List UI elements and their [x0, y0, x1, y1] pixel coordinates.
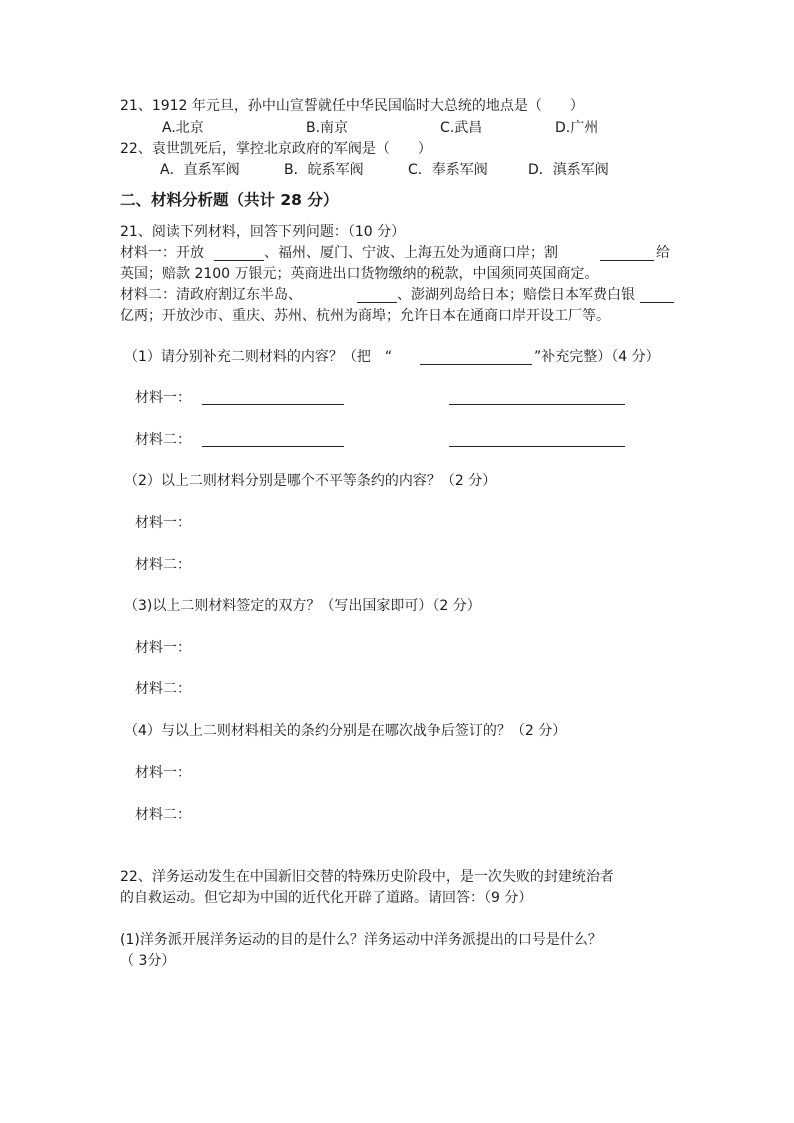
q22-sub-question-1-line2: （ 3分）	[120, 953, 176, 969]
material-q21-intro: 21、阅读下列材料，回答下列问题：（10 分）	[120, 224, 406, 240]
sub1-material-2-label: 材料二：	[135, 432, 191, 448]
sub-question-4: （4）与以上二则材料相关的条约分别是在哪次战争后签订的？（2 分）	[124, 723, 567, 739]
sub3-material-1-label: 材料一：	[135, 640, 191, 656]
sub2-material-1-label: 材料一：	[135, 515, 191, 531]
q22-option-b: B．皖系军阀	[284, 162, 364, 178]
material-1-line1-end: 给	[656, 245, 670, 261]
q22-sub-question-1-line1: (1)洋务派开展洋务运动的目的是什么？洋务运动中洋务派提出的口号是什么？	[120, 932, 602, 948]
sub-question-1-end: ”补充完整）（4 分）	[534, 349, 660, 365]
q22-option-a: A．直系军阀	[160, 162, 240, 178]
q21-stem: 21、1912 年元旦，孙中山宣誓就任中华民国临时大总统的地点是（ ）	[120, 98, 584, 114]
q21-option-a: A.北京	[162, 120, 204, 136]
material-1-line2: 英国；赔款 2100 万银元；英商进出口货物缴纳的税款，中国须同英国商定。	[120, 266, 599, 282]
q21-option-c: C.武昌	[440, 120, 483, 136]
material-q22-intro-line2: 的自救运动。但它却为中国的近代化开辟了道路。请回答：（9 分）	[120, 890, 533, 906]
sub-question-3: （3)以上二则材料签定的双方？（写出国家即可）（2 分）	[124, 598, 481, 614]
q21-option-b: B.南京	[306, 120, 349, 136]
fill-blank-1[interactable]	[214, 260, 264, 261]
q22-stem: 22、袁世凯死后，掌控北京政府的军阀是（ ）	[120, 141, 432, 157]
instruction-blank	[420, 364, 532, 365]
sub4-material-2-label: 材料二：	[135, 807, 191, 823]
material-2-line1-start: 材料二：清政府割辽东半岛、	[120, 287, 302, 303]
material-2-line1-mid: 、澎湖列岛给日本；赔偿日本军费白银	[397, 287, 635, 303]
answer-line-1a[interactable]	[202, 404, 344, 405]
q22-option-c: C．奉系军阀	[408, 162, 488, 178]
answer-line-2b[interactable]	[449, 446, 625, 447]
answer-line-1b[interactable]	[449, 404, 625, 405]
sub2-material-2-label: 材料二：	[135, 557, 191, 573]
q21-option-d: D.广州	[555, 120, 599, 136]
material-2-line2: 亿两；开放沙市、重庆、苏州、杭州为商埠；允许日本在通商口岸开设工厂等。	[120, 308, 610, 324]
answer-line-2a[interactable]	[202, 446, 344, 447]
sub1-material-1-label: 材料一：	[135, 390, 191, 406]
fill-blank-2[interactable]	[600, 260, 654, 261]
material-q22-intro-line1: 22、洋务运动发生在中国新旧交替的特殊历史阶段中，是一次失败的封建统治者	[120, 869, 614, 885]
section-heading: 二、材料分析题（共计 28 分）	[120, 191, 339, 209]
sub3-material-2-label: 材料二：	[135, 681, 191, 697]
q22-option-d: D．滇系军阀	[528, 162, 609, 178]
fill-blank-3[interactable]	[357, 302, 397, 303]
sub-question-2: （2）以上二则材料分别是哪个不平等条约的内容？（2 分）	[124, 473, 497, 489]
sub4-material-1-label: 材料一：	[135, 765, 191, 781]
material-1-line1-start: 材料一：开放	[120, 245, 204, 261]
sub-question-1-start: （1）请分别补充二则材料的内容？（把 “	[124, 349, 393, 365]
material-1-line1-mid: 、福州、厦门、宁波、上海五处为通商口岸；割	[264, 245, 558, 261]
fill-blank-4[interactable]	[640, 302, 674, 303]
